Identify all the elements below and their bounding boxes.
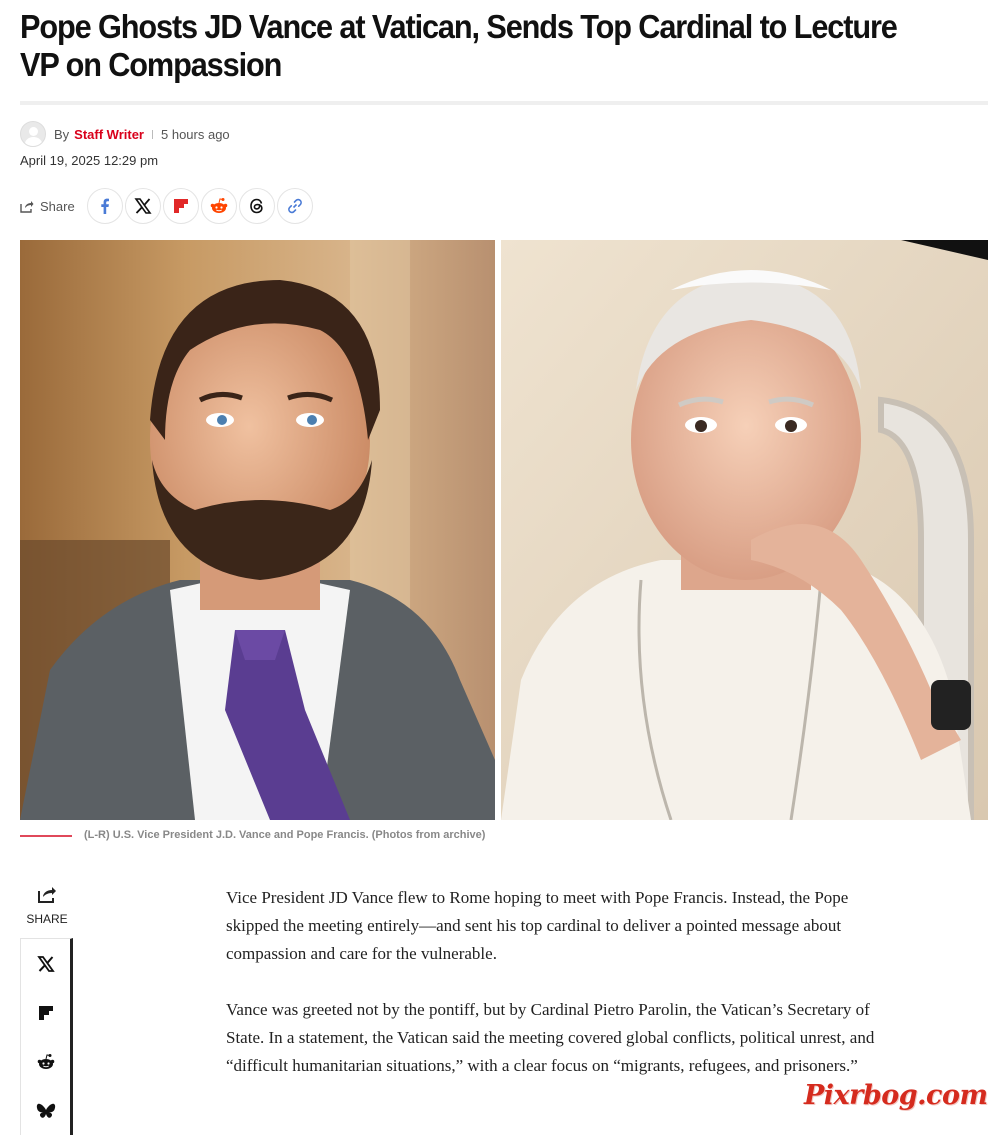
article-meta: [20, 121, 230, 147]
share-bar: [20, 188, 315, 224]
copy-link-button[interactable]: [277, 188, 313, 224]
time-ago: 5 hours ago: [161, 126, 230, 142]
share-label-text: Share: [40, 198, 75, 214]
facebook-icon: [96, 197, 114, 215]
share-facebook-button[interactable]: [87, 188, 123, 224]
featured-image: [20, 240, 988, 820]
publish-date: April 19, 2025 12:29 pm: [20, 153, 159, 168]
share-label: [20, 199, 75, 214]
title-divider: [20, 101, 988, 105]
photo-jd-vance: [20, 240, 495, 820]
bluesky-icon: [36, 1102, 56, 1120]
floating-share-x-button[interactable]: [21, 939, 70, 988]
caption-accent-line: [20, 835, 72, 837]
author-avatar[interactable]: [20, 121, 46, 147]
flipboard-icon: [173, 198, 189, 214]
body-paragraph: Vance was greeted not by the pontiff, but by Cardinal Pietro Parolin, the Vatican’s Secretary of State. In a statement, the Vatican said the meeting covered global conflicts, political unrest, and “difficult humanitarian situations,” with a clear focus on “migrants, refugees, and prisoners.”: [226, 1000, 875, 1075]
floating-share-flipboard-button[interactable]: [21, 988, 70, 1037]
meta-separator: [152, 130, 153, 139]
article-title: Pope Ghosts JD Vance at Vatican, Sends Top Cardinal to Lecture VP on Compassion: [20, 8, 897, 83]
threads-icon: [248, 197, 266, 215]
floating-share-panel: [20, 885, 74, 1135]
floating-share-list: [20, 938, 73, 1135]
x-icon: [37, 955, 55, 973]
reddit-icon: [209, 196, 229, 216]
by-label: By: [54, 126, 70, 142]
reddit-icon: [36, 1052, 56, 1072]
author-link[interactable]: Staff Writer: [74, 126, 144, 142]
share-threads-button[interactable]: [239, 188, 275, 224]
photo-pope-francis: [501, 240, 988, 820]
share-icon: [37, 885, 57, 903]
floating-share-header: [20, 885, 74, 926]
share-icon: [20, 200, 34, 213]
body-paragraph: Vice President JD Vance flew to Rome hoping to meet with Pope Francis. Instead, the Pope skipped the meeting entirely—and sent his top cardinal to deliver a pointed message about compassion and care for the vulnerable.: [226, 888, 849, 963]
floating-share-reddit-button[interactable]: [21, 1037, 70, 1086]
x-icon: [134, 197, 152, 215]
floating-share-bluesky-button[interactable]: [21, 1086, 70, 1135]
watermark-logo: Pixrbog.com: [804, 1080, 988, 1111]
floating-share-label: SHARE: [26, 912, 68, 926]
share-reddit-button[interactable]: [201, 188, 237, 224]
image-caption: (L-R) U.S. Vice President J.D. Vance and Pope Francis. (Photos from archive): [84, 829, 486, 841]
share-x-button[interactable]: [125, 188, 161, 224]
article-body: [226, 884, 876, 1108]
flipboard-icon: [38, 1005, 54, 1021]
share-flipboard-button[interactable]: [163, 188, 199, 224]
link-icon: [286, 197, 304, 215]
